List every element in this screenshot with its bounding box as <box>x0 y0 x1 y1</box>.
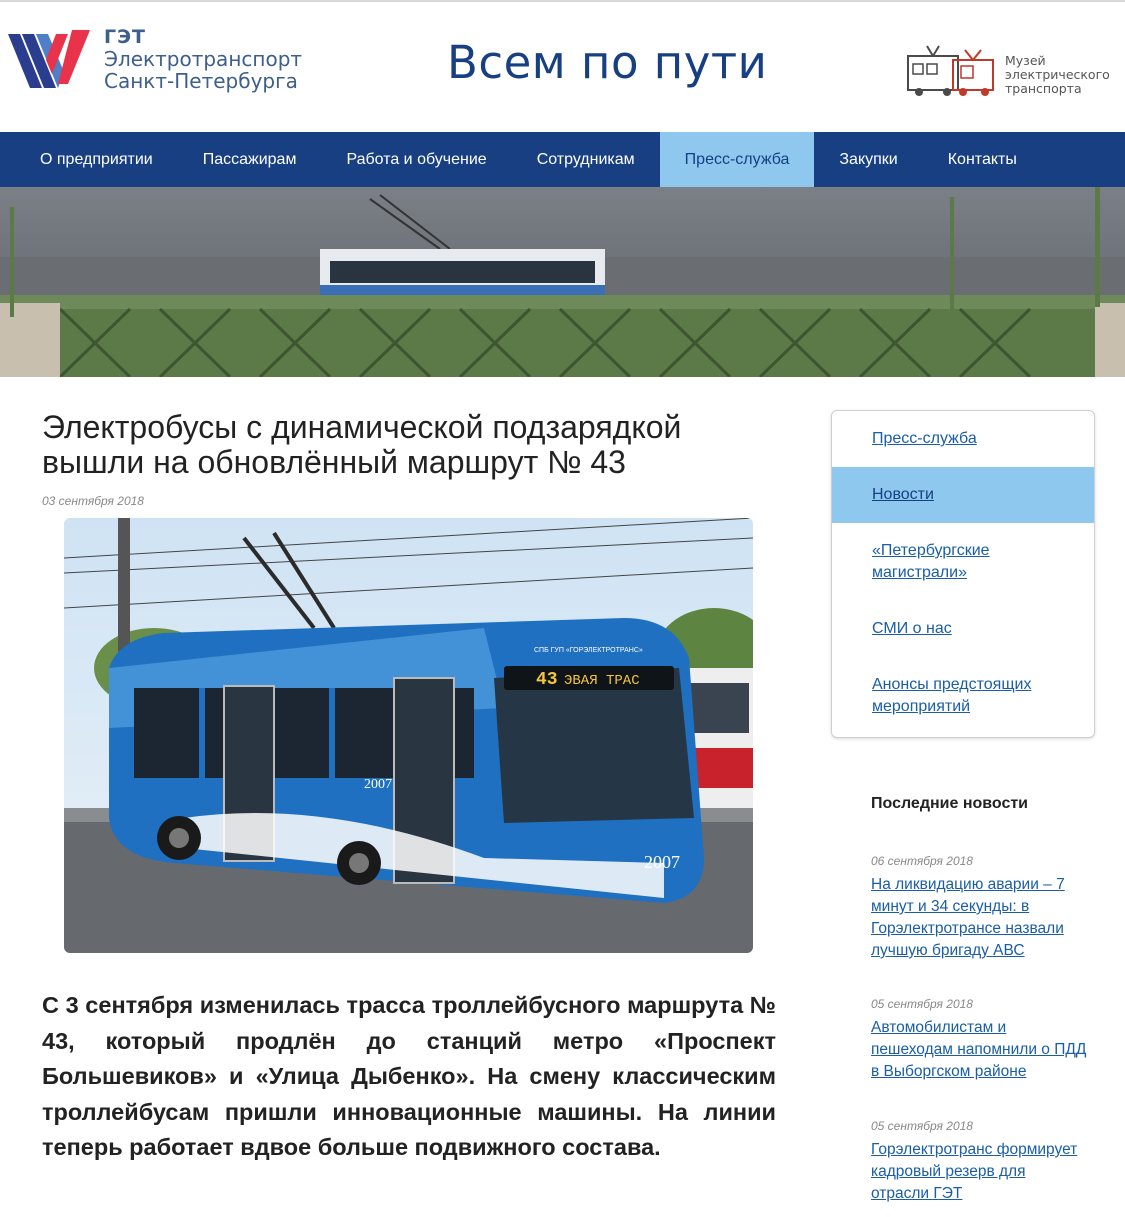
nav-passengers[interactable]: Пассажирам <box>202 151 297 168</box>
news-link-line: пешеходам напомнили о ПДД <box>871 1041 1087 1058</box>
news-link[interactable] <box>871 1139 1101 1205</box>
latest-news-heading: Последние новости <box>871 795 1029 812</box>
news-link-line: лучшую бригаду АВС <box>871 942 1025 959</box>
route-destination: ЭВАЯ ТРАС <box>564 673 640 689</box>
news-link[interactable] <box>871 874 1101 962</box>
museum-line-3: транспорта <box>1005 81 1082 96</box>
sidebar-menu <box>831 410 1095 738</box>
nav-employees[interactable]: Сотрудникам <box>536 151 635 168</box>
logo-line-2: Санкт-Петербурга <box>104 69 298 93</box>
sidebar-item-upcoming-events[interactable] <box>832 674 1094 718</box>
news-link-line: Автомобилистам и <box>871 1019 1007 1036</box>
site-logo[interactable] <box>8 26 338 96</box>
museum-tram-icon <box>905 42 1000 98</box>
sidebar-item-label-line-1: «Петербургские <box>872 542 990 559</box>
fleet-number-front: 2007 <box>644 852 680 872</box>
nav-jobs-training[interactable]: Работа и обучение <box>346 151 487 168</box>
logo-abbreviation: ГЭТ <box>104 26 147 48</box>
news-link-line: кадровый резерв для <box>871 1163 1026 1180</box>
nav-about[interactable]: О предприятии <box>40 151 153 168</box>
article-title-line-2: вышли на обновлённый маршрут № 43 <box>42 444 626 480</box>
museum-line-2: электрического <box>1005 67 1110 82</box>
article-title <box>42 410 782 480</box>
hero-banner-image <box>0 187 1125 377</box>
sidebar-item-news[interactable] <box>832 467 1094 523</box>
roof-operator-text: СПБ ГУП «ГОРЭЛЕКТРОТРАНС» <box>534 647 643 654</box>
museum-link[interactable] <box>905 42 1125 102</box>
sidebar-item-news-label: Новости <box>872 486 934 503</box>
main-navigation <box>0 132 1125 187</box>
news-link-line: Горэлектротрансе назвали <box>871 920 1064 937</box>
sidebar-item-label-line-2: мероприятий <box>872 698 971 715</box>
sidebar-item-label-line-1: Анонсы предстоящих <box>872 676 1032 693</box>
nav-contacts[interactable]: Контакты <box>947 151 1017 168</box>
news-link-line: минут и 34 секунды: в <box>871 898 1030 915</box>
news-date: 05 сентября 2018 <box>871 997 973 1011</box>
article-body: С 3 сентября изменилась трасса троллейбусного маршрута № 43, который продлён до станций метро «Проспект Большевиков» и «Улица Дыбенко». На смену классическим троллейбусам пришли инновационные машины. На линии теперь работает вдвое больше подвижного состава. <box>42 992 776 1160</box>
news-item <box>871 1119 1101 1205</box>
news-date: 05 сентября 2018 <box>871 1119 973 1133</box>
sidebar-item-press-service[interactable]: Пресс-служба <box>872 430 977 447</box>
article-photo <box>64 518 753 953</box>
nav-procurement[interactable]: Закупки <box>839 151 898 168</box>
news-link-line: в Выборгском районе <box>871 1063 1027 1080</box>
news-link-line: Горэлектротранс формирует <box>871 1141 1078 1158</box>
route-number: 43 <box>536 670 558 690</box>
article-title-line-1: Электробусы с динамической подзарядкой <box>42 409 682 445</box>
sidebar-item-label-line-2: магистрали» <box>872 564 967 581</box>
article-date: 03 сентября 2018 <box>42 494 144 508</box>
sidebar-item-media-about-us[interactable]: СМИ о нас <box>872 620 952 637</box>
nav-press-service[interactable]: Пресс-служба <box>660 132 815 187</box>
news-item <box>871 997 1101 1083</box>
fleet-number-side: 2007 <box>364 777 392 792</box>
museum-line-1: Музей <box>1005 53 1046 68</box>
news-link-line: отрасли ГЭТ <box>871 1185 963 1202</box>
news-link-line: На ликвидацию аварии – 7 <box>871 876 1065 893</box>
get-logo-icon <box>8 26 94 90</box>
sidebar-item-peterburgskie-magistrali[interactable] <box>832 540 1094 584</box>
news-item <box>871 854 1101 962</box>
site-header <box>0 2 1125 132</box>
logo-line-1: Электротранспорт <box>104 47 303 71</box>
site-slogan: Всем по пути <box>447 36 768 89</box>
news-link[interactable] <box>871 1017 1101 1083</box>
news-date: 06 сентября 2018 <box>871 854 973 868</box>
